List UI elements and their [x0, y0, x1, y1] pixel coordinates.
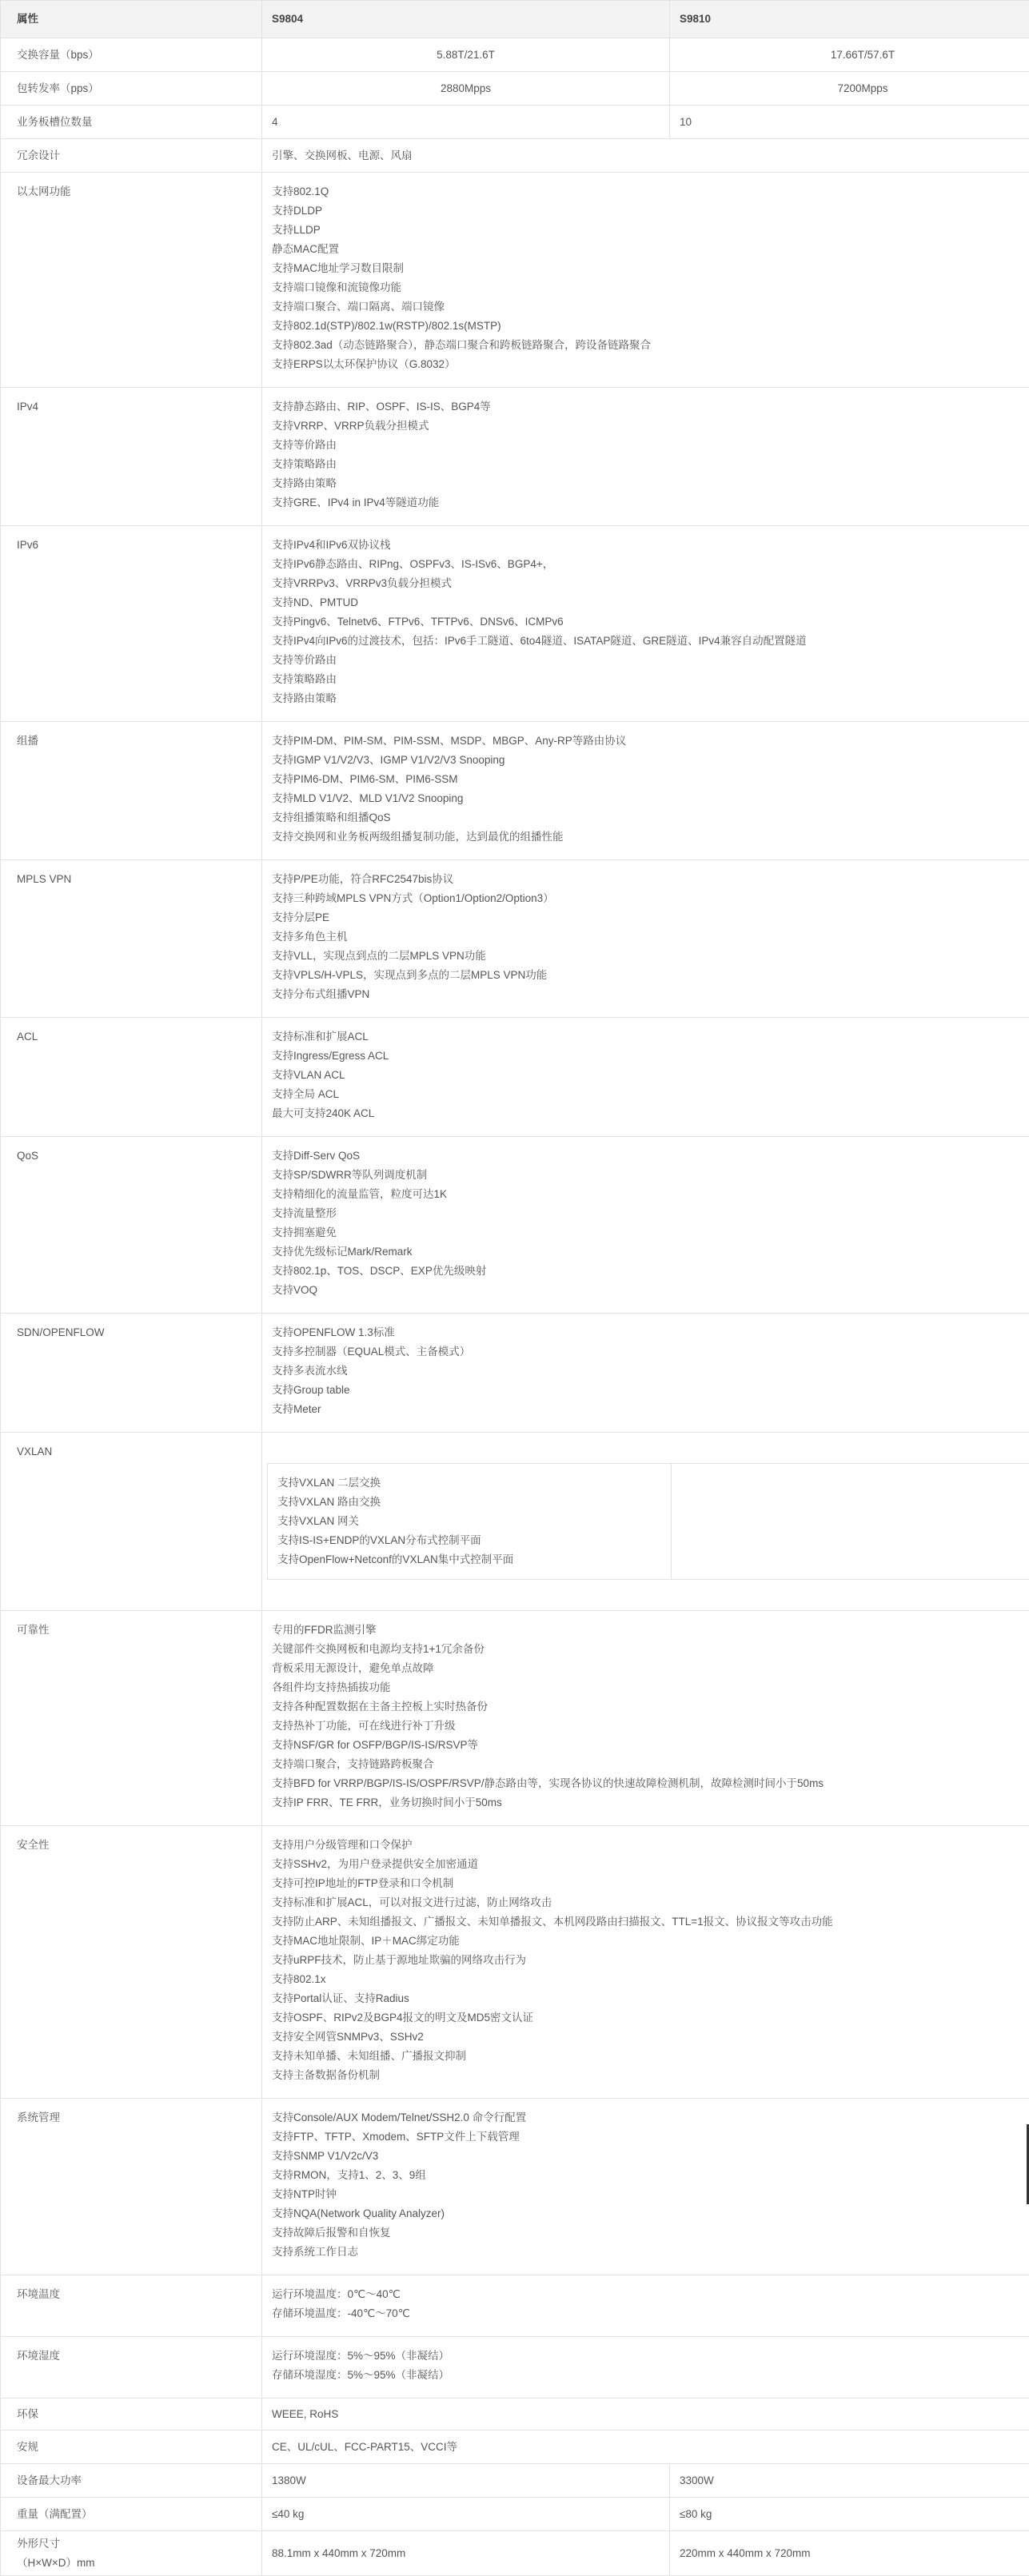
value-s9810: ≤80 kg [670, 2498, 1029, 2531]
row-humidity [1, 2337, 1029, 2399]
row-reliability [1, 1611, 1029, 1826]
spec-line: 支持OSPF、RIPv2及BGP4报文的明文及MD5密文认证 [272, 2008, 1029, 2028]
row-list [262, 2275, 1029, 2337]
row-security [1, 1826, 1029, 2099]
spec-line: 运行环境湿度：5%～95%（非凝结） [272, 2347, 1029, 2366]
value-s9810: 10 [670, 106, 1029, 139]
value-s9804: 2880Mpps [262, 72, 670, 106]
row-label: 交换容量（bps） [1, 38, 262, 72]
spec-line: 支持分层PE [272, 908, 1029, 927]
spec-line: 支持ND、PMTUD [272, 593, 1029, 612]
row-acl [1, 1018, 1029, 1137]
spec-line: 支持各种配置数据在主备主控板上实时热备份 [272, 1697, 1029, 1717]
header-attr: 属性 [1, 1, 262, 38]
spec-line: 支持端口聚合、端口隔离、端口镜像 [272, 297, 1029, 317]
spec-line: 支持流量整形 [272, 1204, 1029, 1223]
spec-line: 支持DLDP [272, 201, 1029, 221]
header-model-s9804: S9804 [262, 1, 670, 38]
spec-line: 支持NQA(Network Quality Analyzer) [272, 2204, 1029, 2223]
vxlan-inner-table [267, 1463, 1029, 1580]
row-list [262, 860, 1029, 1018]
vxlan-list [268, 1464, 672, 1579]
row-list [262, 1314, 1029, 1433]
spec-line: 支持IP FRR、TE FRR，业务切换时间小于50ms [272, 1793, 1029, 1812]
spec-line: 支持Console/AUX Modem/Telnet/SSH2.0 命令行配置 [272, 2108, 1029, 2127]
spec-line: 支持uRPF技术，防止基于源地址欺骗的网络攻击行为 [272, 1951, 1029, 1970]
row-weight [1, 2498, 1029, 2531]
spec-line: 支持交换网和业务板两级组播复制功能，达到最优的组播性能 [272, 827, 1029, 847]
spec-line: 支持优先级标记Mark/Remark [272, 1242, 1029, 1262]
row-forwarding [1, 72, 1029, 106]
spec-line: 支持PIM6-DM、PIM6-SM、PIM6-SSM [272, 770, 1029, 789]
value-s9810: 3300W [670, 2464, 1029, 2498]
spec-line: 支持组播策略和组播QoS [272, 808, 1029, 827]
row-label: 业务板槽位数量 [1, 106, 262, 139]
spec-line: 支持IPv4和IPv6双协议栈 [272, 536, 1029, 555]
spec-line: 支持未知单播、未知组播、广播报文抑制 [272, 2047, 1029, 2066]
header-model-s9810: S9810 [670, 1, 1029, 38]
spec-line: 支持三种跨域MPLS VPN方式（Option1/Option2/Option3） [272, 889, 1029, 908]
spec-line: 支持多表流水线 [272, 1362, 1029, 1381]
spec-line: 支持ERPS以太环保护协议（G.8032） [272, 355, 1029, 374]
spec-line: 支持端口镜像和流镜像功能 [272, 278, 1029, 297]
spec-line: 支持静态路由、RIP、OSPF、IS-IS、BGP4等 [272, 397, 1029, 417]
spec-line: 支持FTP、TFTP、Xmodem、SFTP文件上下载管理 [272, 2127, 1029, 2147]
row-label: 可靠性 [1, 1611, 262, 1826]
spec-line: 支持防止ARP、未知组播报文、广播报文、未知单播报文、本机网段路由扫描报文、TTL=1报文、协议报文等攻击功能 [272, 1912, 1029, 1932]
row-switching [1, 38, 1029, 72]
spec-line: 支持多控制器（EQUAL模式、主备模式） [272, 1342, 1029, 1362]
spec-line: 支持MLD V1/V2、MLD V1/V2 Snooping [272, 789, 1029, 808]
vxlan-cell [262, 1433, 1029, 1611]
row-list [262, 2337, 1029, 2399]
row-vxlan [1, 1433, 1029, 1611]
spec-line: 支持VXLAN 二层交换 [277, 1473, 661, 1493]
spec-line: 支持IS-IS+ENDP的VXLAN分布式控制平面 [277, 1531, 661, 1550]
spec-line: 支持SP/SDWRR等队列调度机制 [272, 1166, 1029, 1185]
row-multicast [1, 722, 1029, 860]
spec-line: 支持VXLAN 路由交换 [277, 1493, 661, 1512]
spec-line: 支持Group table [272, 1381, 1029, 1400]
value-s9810: 17.66T/57.6T [670, 38, 1029, 72]
spec-line: 支持VRRP、VRRP负载分担模式 [272, 417, 1029, 436]
row-label-group [1, 2531, 262, 2576]
value-s9804: 88.1mm x 440mm x 720mm [262, 2531, 670, 2576]
spec-line: 支持OpenFlow+Netconf的VXLAN集中式控制平面 [277, 1550, 661, 1569]
spec-line: 背板采用无源设计，避免单点故障 [272, 1659, 1029, 1678]
spec-line: 支持VRRPv3、VRRPv3负载分担模式 [272, 574, 1029, 593]
row-sdn [1, 1314, 1029, 1433]
value-s9804: ≤40 kg [262, 2498, 670, 2531]
value-s9810: 220mm x 440mm x 720mm [670, 2531, 1029, 2576]
spec-line: 支持策略路由 [272, 455, 1029, 474]
row-ipv6 [1, 526, 1029, 722]
vxlan-empty-cell [672, 1464, 1029, 1579]
spec-line: 支持等价路由 [272, 651, 1029, 670]
spec-line: 支持802.1p、TOS、DSCP、EXP优先级映射 [272, 1262, 1029, 1281]
row-label: VXLAN [1, 1433, 262, 1611]
spec-line: 支持分布式组播VPN [272, 985, 1029, 1004]
row-list [262, 2099, 1029, 2275]
spec-line: 支持RMON，支持1、2、3、9组 [272, 2166, 1029, 2185]
spec-line: 支持OPENFLOW 1.3标准 [272, 1323, 1029, 1342]
row-label: 安规 [1, 2430, 262, 2464]
row-label: IPv6 [1, 526, 262, 722]
spec-line: 支持802.1x [272, 1970, 1029, 1989]
row-label: 组播 [1, 722, 262, 860]
row-value: CE、UL/cUL、FCC-PART15、VCCI等 [262, 2430, 1029, 2464]
row-slots [1, 106, 1029, 139]
spec-line: 支持VPLS/H-VPLS，实现点到多点的二层MPLS VPN功能 [272, 966, 1029, 985]
row-label: SDN/OPENFLOW [1, 1314, 262, 1433]
value-s9804: 4 [262, 106, 670, 139]
spec-line: 支持精细化的流量监管，粒度可达1K [272, 1185, 1029, 1204]
row-label: ACL [1, 1018, 262, 1137]
spec-line: 静态MAC配置 [272, 240, 1029, 259]
spec-line: 支持Pingv6、Telnetv6、FTPv6、TFTPv6、DNSv6、ICMPv6 [272, 612, 1029, 632]
row-env [1, 2399, 1029, 2430]
spec-line: 支持VOQ [272, 1281, 1029, 1300]
row-mpls [1, 860, 1029, 1018]
spec-line: 支持标准和扩展ACL，可以对报文进行过滤，防止网络攻击 [272, 1893, 1029, 1912]
spec-line: 支持SSHv2，为用户登录提供安全加密通道 [272, 1855, 1029, 1874]
spec-line: 支持MAC地址学习数目限制 [272, 259, 1029, 278]
row-list [262, 1018, 1029, 1137]
spec-line: 支持IPv4向IPv6的过渡技术，包括：IPv6手工隧道、6to4隧道、ISATAP隧道、GRE隧道、IPv4兼容自动配置隧道 [272, 632, 1029, 651]
spec-line: 各组件均支持热插拔功能 [272, 1678, 1029, 1697]
spec-line: 支持VLL，实现点到点的二层MPLS VPN功能 [272, 947, 1029, 966]
spec-line: 支持Portal认证、支持Radius [272, 1989, 1029, 2008]
spec-line: 支持802.3ad（动态链路聚合），静态端口聚合和跨板链路聚合，跨设备链路聚合 [272, 336, 1029, 355]
value-s9804: 1380W [262, 2464, 670, 2498]
spec-line: 支持等价路由 [272, 436, 1029, 455]
row-temperature [1, 2275, 1029, 2337]
spec-line: 支持系统工作日志 [272, 2243, 1029, 2262]
row-power [1, 2464, 1029, 2498]
row-list [262, 1611, 1029, 1826]
row-label: 安全性 [1, 1826, 262, 2099]
spec-line: 支持全局 ACL [272, 1085, 1029, 1104]
row-ethernet [1, 173, 1029, 388]
spec-line: 支持用户分级管理和口令保护 [272, 1836, 1029, 1855]
spec-line: 支持标准和扩展ACL [272, 1027, 1029, 1047]
spec-line: 支持NTP时钟 [272, 2185, 1029, 2204]
spec-line: 支持IGMP V1/V2/V3、IGMP V1/V2/V3 Snooping [272, 751, 1029, 770]
row-label: 外形尺寸 [17, 2534, 252, 2554]
spec-line: 支持故障后报警和自恢复 [272, 2223, 1029, 2243]
spec-line: 支持802.1Q [272, 182, 1029, 201]
spec-line: 支持SNMP V1/V2c/V3 [272, 2147, 1029, 2166]
row-label: 环境温度 [1, 2275, 262, 2337]
spec-line: 支持VXLAN 网关 [277, 1512, 661, 1531]
spec-line: 专用的FFDR监测引擎 [272, 1621, 1029, 1640]
row-label: 包转发率（pps） [1, 72, 262, 106]
row-label: 冗余设计 [1, 139, 262, 173]
table-header-row [1, 1, 1029, 38]
spec-line: 支持P/PE功能，符合RFC2547bis协议 [272, 870, 1029, 889]
spec-line: 支持PIM-DM、PIM-SM、PIM-SSM、MSDP、MBGP、Any-RP等路由协议 [272, 732, 1029, 751]
spec-line: 支持路由策略 [272, 474, 1029, 493]
row-label: 重量（满配置） [1, 2498, 262, 2531]
spec-line: 支持拥塞避免 [272, 1223, 1029, 1242]
row-label: 以太网功能 [1, 173, 262, 388]
row-list [262, 526, 1029, 722]
row-label: MPLS VPN [1, 860, 262, 1018]
spec-line: 运行环境温度：0℃～40℃ [272, 2285, 1029, 2304]
row-management [1, 2099, 1029, 2275]
row-list [262, 1826, 1029, 2099]
row-redundancy [1, 139, 1029, 173]
spec-line: 支持多角色主机 [272, 927, 1029, 947]
spec-line: 支持Ingress/Egress ACL [272, 1047, 1029, 1066]
row-label-unit: （H×W×D）mm [17, 2554, 252, 2573]
spec-line: 支持路由策略 [272, 689, 1029, 708]
spec-line: 支持BFD for VRRP/BGP/IS-IS/OSPF/RSVP/静态路由等，实现各协议的快速故障检测机制，故障检测时间小于50ms [272, 1774, 1029, 1793]
row-value: WEEE, RoHS [262, 2399, 1029, 2430]
row-label: 系统管理 [1, 2099, 262, 2275]
spec-line: 支持热补丁功能，可在线进行补丁升级 [272, 1717, 1029, 1736]
row-label: 设备最大功率 [1, 2464, 262, 2498]
spec-line: 存储环境湿度：5%～95%（非凝结） [272, 2366, 1029, 2385]
row-label: 环境湿度 [1, 2337, 262, 2399]
spec-line: 支持端口聚合，支持链路跨板聚合 [272, 1755, 1029, 1774]
row-list [262, 1137, 1029, 1314]
row-label: 环保 [1, 2399, 262, 2430]
row-qos [1, 1137, 1029, 1314]
row-value: 引擎、交换网板、电源、风扇 [262, 139, 1029, 173]
spec-line: 支持Diff-Serv QoS [272, 1146, 1029, 1166]
spec-line: 支持NSF/GR for OSFP/BGP/IS-IS/RSVP等 [272, 1736, 1029, 1755]
spec-line: 支持Meter [272, 1400, 1029, 1419]
spec-line: 支持GRE、IPv4 in IPv4等隧道功能 [272, 493, 1029, 512]
row-dimensions [1, 2531, 1029, 2576]
spec-line: 支持MAC地址限制、IP＋MAC绑定功能 [272, 1932, 1029, 1951]
spec-line: 支持可控IP地址的FTP登录和口令机制 [272, 1874, 1029, 1893]
spec-line: 存储环境温度：-40℃～70℃ [272, 2304, 1029, 2323]
spec-line: 支持安全网管SNMPv3、SSHv2 [272, 2028, 1029, 2047]
row-label: QoS [1, 1137, 262, 1314]
spec-line: 支持802.1d(STP)/802.1w(RSTP)/802.1s(MSTP) [272, 317, 1029, 336]
spec-line: 支持IPv6静态路由、RIPng、OSPFv3、IS-ISv6、BGP4+， [272, 555, 1029, 574]
value-s9804: 5.88T/21.6T [262, 38, 670, 72]
spec-line: 最大可支持240K ACL [272, 1104, 1029, 1123]
row-list [262, 388, 1029, 526]
row-ipv4 [1, 388, 1029, 526]
spec-line: 支持VLAN ACL [272, 1066, 1029, 1085]
value-s9810: 7200Mpps [670, 72, 1029, 106]
spec-line: 关键部件交换网板和电源均支持1+1冗余备份 [272, 1640, 1029, 1659]
spec-line: 支持主备数据备份机制 [272, 2066, 1029, 2085]
row-list [262, 722, 1029, 860]
row-cert [1, 2430, 1029, 2464]
row-label: IPv4 [1, 388, 262, 526]
spec-line: 支持策略路由 [272, 670, 1029, 689]
row-list [262, 173, 1029, 388]
spec-line: 支持LLDP [272, 221, 1029, 240]
